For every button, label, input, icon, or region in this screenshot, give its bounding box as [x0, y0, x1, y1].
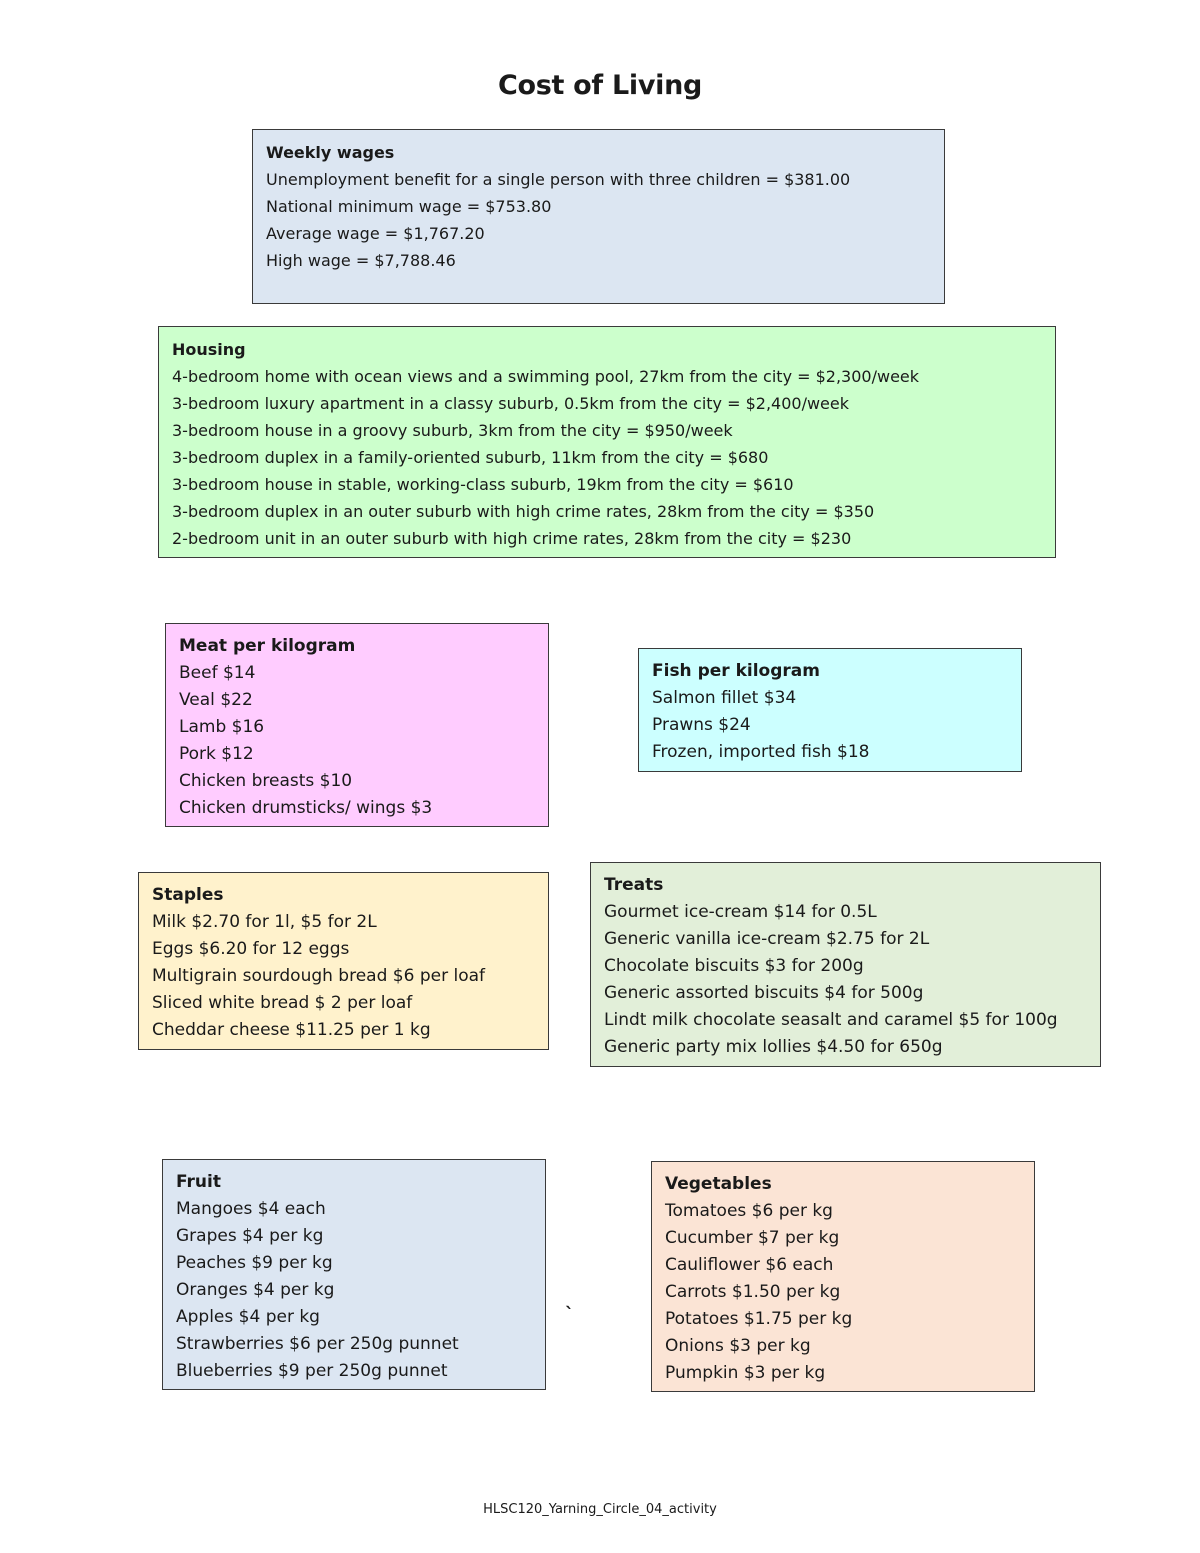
housing-item: 3-bedroom duplex in a family-oriented suburb, 11km from the city = $680: [172, 448, 769, 467]
fruit-item: Oranges $4 per kg: [176, 1280, 335, 1300]
fruit-item: Strawberries $6 per 250g punnet: [176, 1334, 459, 1354]
stray-mark: `: [565, 1304, 574, 1325]
housing-item: 4-bedroom home with ocean views and a swimming pool, 27km from the city = $2,300/week: [172, 367, 920, 386]
housing-item: 3-bedroom house in a groovy suburb, 3km from the city = $950/week: [172, 421, 733, 440]
staples-item: Sliced white bread $ 2 per loaf: [152, 993, 413, 1013]
treats-item: Generic assorted biscuits $4 for 500g: [604, 983, 924, 1003]
vegetables-item: Potatoes $1.75 per kg: [665, 1309, 853, 1329]
fruit-item: Mangoes $4 each: [176, 1199, 326, 1219]
vegetables-item: Tomatoes $6 per kg: [665, 1201, 833, 1221]
meat-item: Lamb $16: [179, 717, 265, 737]
meat-box: [165, 623, 549, 827]
staples-item: Cheddar cheese $11.25 per 1 kg: [152, 1020, 431, 1040]
housing-box: [158, 326, 1056, 558]
vegetables-box: [651, 1161, 1035, 1392]
housing-item: 3-bedroom luxury apartment in a classy suburb, 0.5km from the city = $2,400/week: [172, 394, 849, 413]
wage-item: Unemployment benefit for a single person with three children = $381.00: [266, 170, 851, 189]
staples-box: [138, 872, 549, 1050]
fruit-box: [162, 1159, 546, 1390]
meat-item: Pork $12: [179, 744, 254, 764]
meat-heading: Meat per kilogram: [179, 636, 356, 656]
wage-item: Average wage = $1,767.20: [266, 224, 485, 243]
fruit-item: Blueberries $9 per 250g punnet: [176, 1361, 448, 1381]
staples-item: Multigrain sourdough bread $6 per loaf: [152, 966, 485, 986]
fish-item: Salmon fillet $34: [652, 688, 797, 708]
housing-item: 3-bedroom duplex in an outer suburb with high crime rates, 28km from the city = $350: [172, 502, 875, 521]
page-footer: HLSC120_Yarning_Circle_04_activity: [483, 1502, 717, 1517]
wage-item: National minimum wage = $753.80: [266, 197, 552, 216]
housing-heading: Housing: [172, 340, 246, 359]
treats-item: Gourmet ice-cream $14 for 0.5L: [604, 902, 877, 922]
meat-item: Veal $22: [179, 690, 253, 710]
fish-item: Prawns $24: [652, 715, 751, 735]
fruit-item: Grapes $4 per kg: [176, 1226, 324, 1246]
fruit-item: Peaches $9 per kg: [176, 1253, 333, 1273]
meat-item: Chicken drumsticks/ wings $3: [179, 798, 433, 818]
housing-item: 2-bedroom unit in an outer suburb with high crime rates, 28km from the city = $230: [172, 529, 852, 548]
weekly-wages-heading: Weekly wages: [266, 143, 395, 162]
fruit-heading: Fruit: [176, 1172, 221, 1192]
vegetables-item: Pumpkin $3 per kg: [665, 1363, 826, 1383]
treats-box: [590, 862, 1101, 1067]
housing-item: 3-bedroom house in stable, working-class suburb, 19km from the city = $610: [172, 475, 794, 494]
vegetables-item: Cauliflower $6 each: [665, 1255, 834, 1275]
treats-item: Generic vanilla ice-cream $2.75 for 2L: [604, 929, 930, 949]
meat-item: Chicken breasts $10: [179, 771, 353, 791]
fish-item: Frozen, imported fish $18: [652, 742, 870, 762]
vegetables-item: Cucumber $7 per kg: [665, 1228, 840, 1248]
vegetables-item: Onions $3 per kg: [665, 1336, 811, 1356]
treats-item: Lindt milk chocolate seasalt and caramel $5 for 100g: [604, 1010, 1058, 1030]
staples-item: Eggs $6.20 for 12 eggs: [152, 939, 350, 959]
page-title: Cost of Living: [497, 70, 703, 101]
treats-heading: Treats: [604, 875, 664, 895]
weekly-wages-box: [252, 129, 945, 304]
vegetables-heading: Vegetables: [665, 1174, 772, 1194]
staples-item: Milk $2.70 for 1l, $5 for 2L: [152, 912, 377, 932]
treats-item: Chocolate biscuits $3 for 200g: [604, 956, 864, 976]
meat-item: Beef $14: [179, 663, 256, 683]
fruit-item: Apples $4 per kg: [176, 1307, 320, 1327]
fish-heading: Fish per kilogram: [652, 661, 820, 681]
fish-box: [638, 648, 1022, 772]
wage-item: High wage = $7,788.46: [266, 251, 456, 270]
treats-item: Generic party mix lollies $4.50 for 650g: [604, 1037, 943, 1057]
staples-heading: Staples: [152, 885, 224, 905]
vegetables-item: Carrots $1.50 per kg: [665, 1282, 841, 1302]
